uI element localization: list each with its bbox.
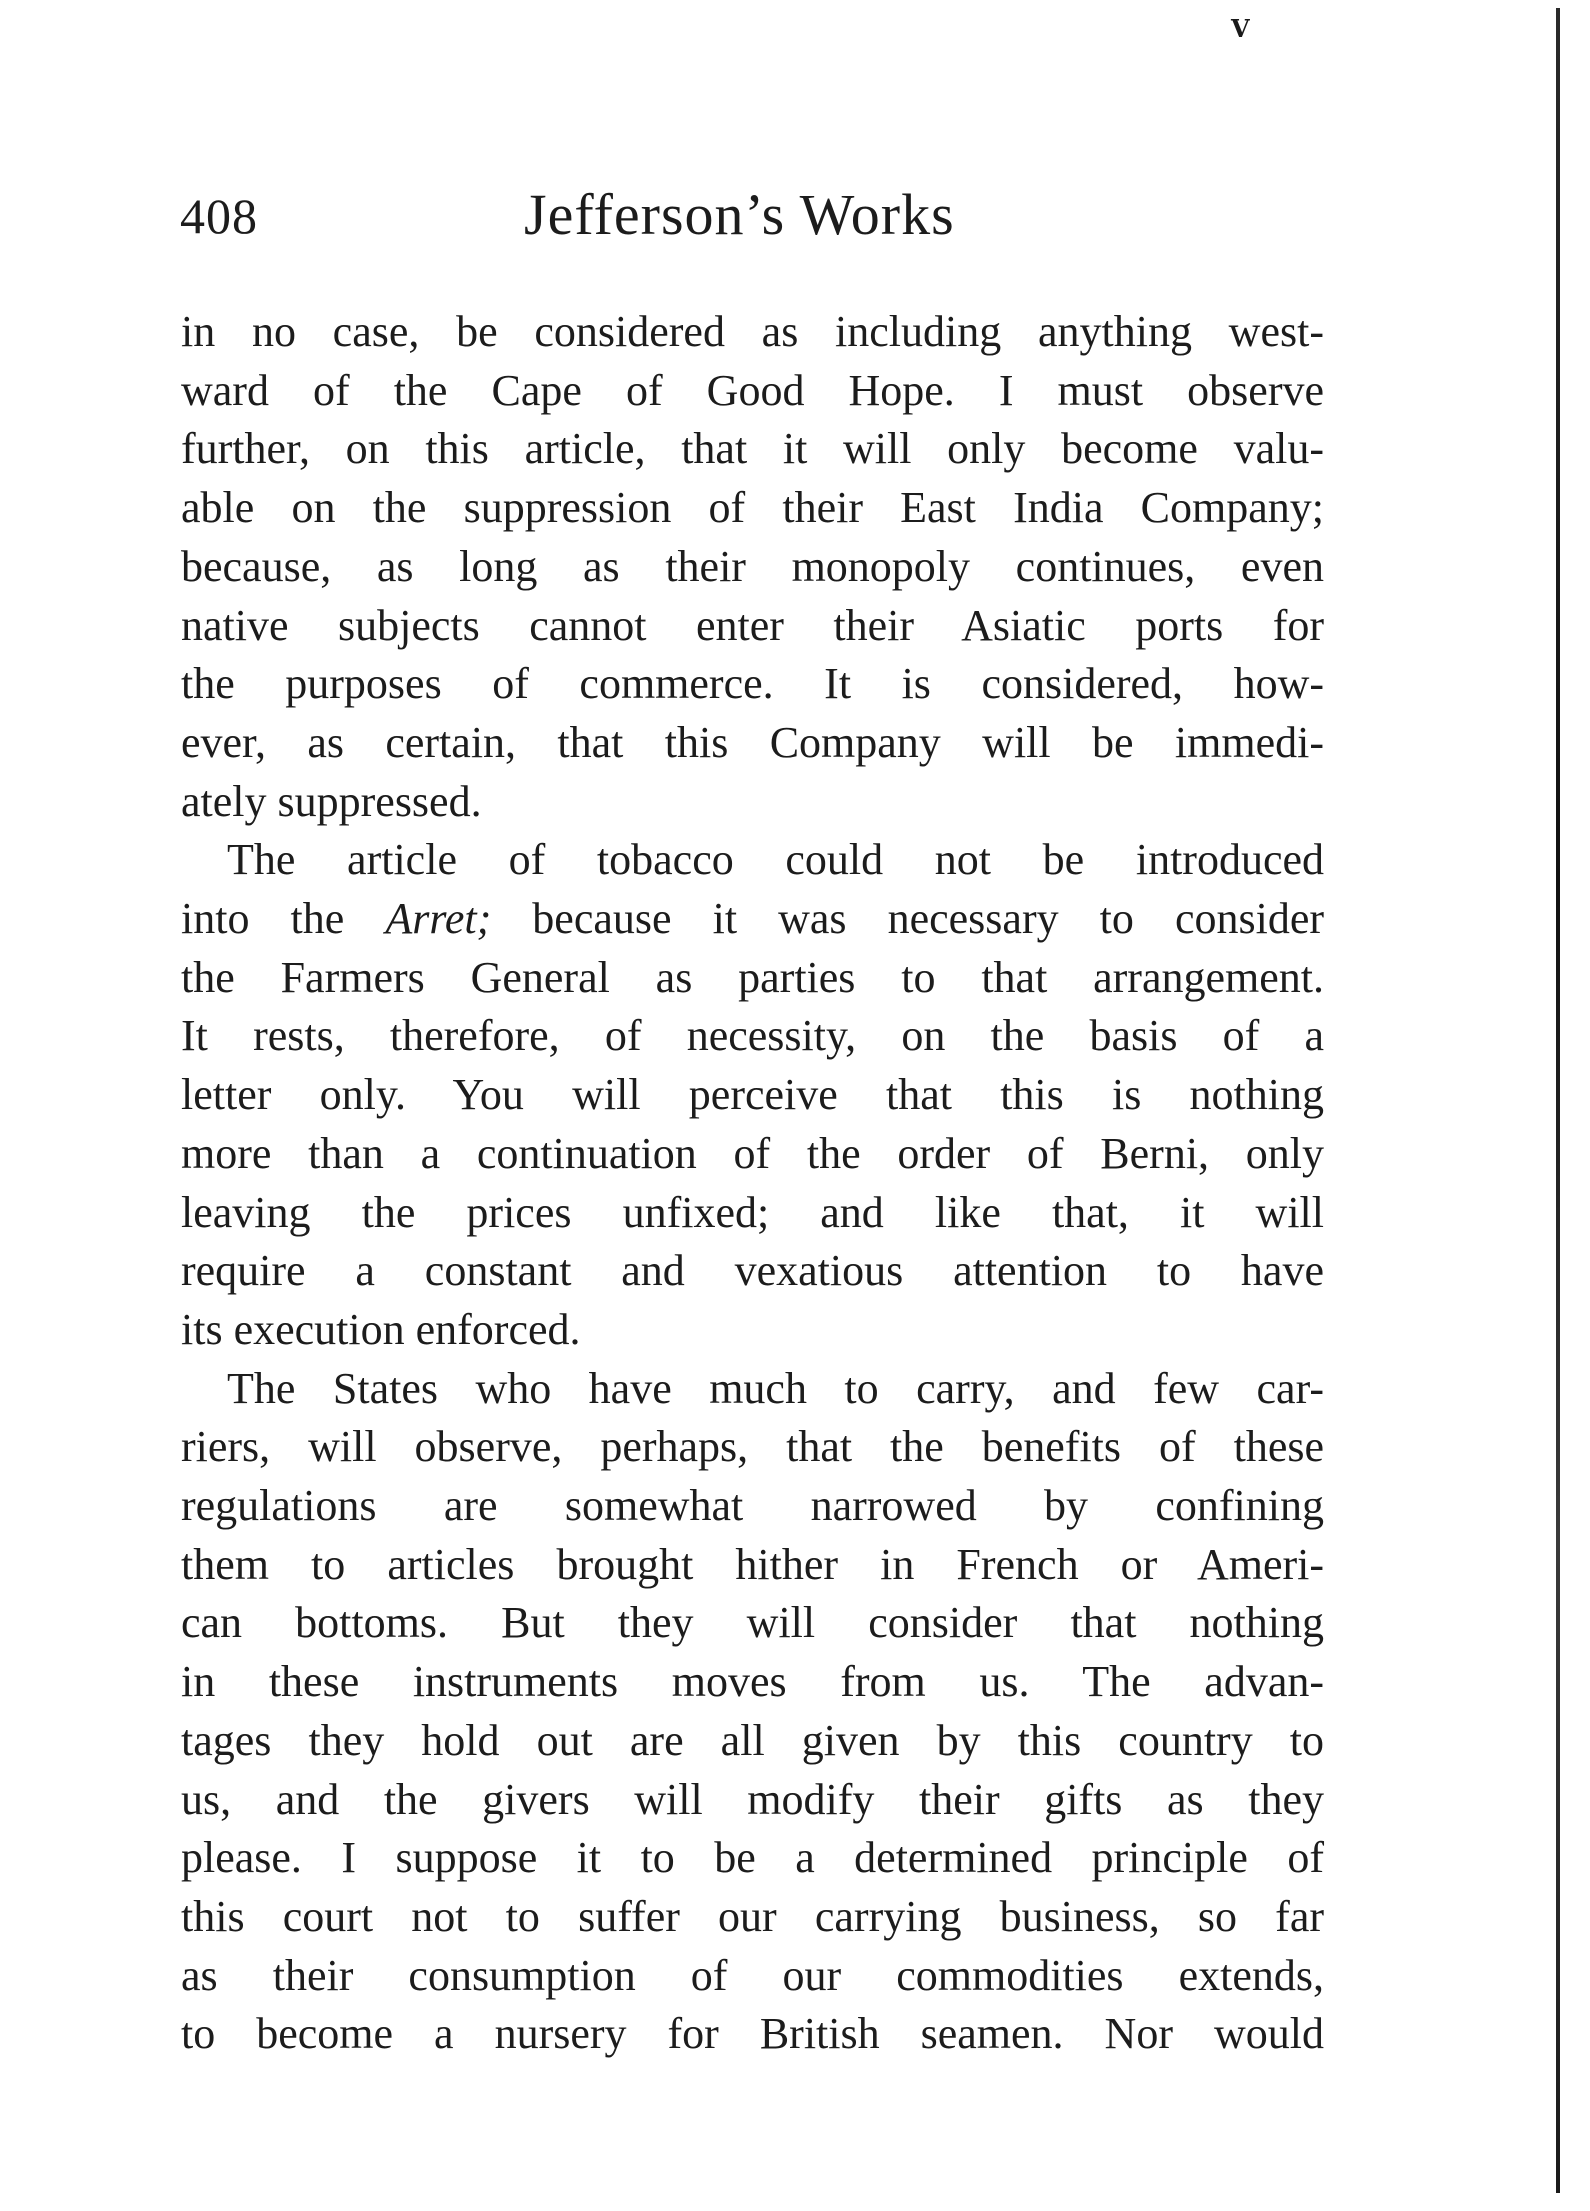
text-line: in these instruments moves from us. The advan- bbox=[181, 1657, 1324, 1707]
text-line: as their consumption of our commodities extends, bbox=[181, 1950, 1324, 2000]
text-line bbox=[181, 890, 1324, 949]
text-fragment: because it was necessary to consider bbox=[491, 894, 1325, 944]
text-line: the Farmers General as parties to that arrangement. bbox=[181, 952, 1324, 1002]
text-line: The States who have much to carry, and few car- bbox=[227, 1363, 1324, 1413]
text-line: because, as long as their monopoly continues, even bbox=[181, 541, 1324, 591]
text-line: please. I suppose it to be a determined principle of bbox=[181, 1833, 1324, 1883]
text-line: this court not to suffer our carrying business, so far bbox=[181, 1891, 1324, 1941]
text-line: regulations are somewhat narrowed by confining bbox=[181, 1481, 1324, 1531]
text-line: riers, will observe, perhaps, that the benefits of these bbox=[181, 1422, 1324, 1472]
page-edge-rule bbox=[1556, 8, 1560, 2193]
text-fragment: into the bbox=[181, 894, 386, 944]
text-line: to become a nursery for British seamen. Nor would bbox=[181, 2009, 1324, 2059]
text-line: its execution enforced. bbox=[181, 1304, 581, 1354]
text-line: tages they hold out are all given by this country to bbox=[181, 1715, 1324, 1765]
text-line: native subjects cannot enter their Asiatic ports for bbox=[181, 600, 1324, 650]
italic-word-arret: Arret; bbox=[385, 894, 492, 944]
text-line: us, and the givers will modify their gifts as they bbox=[181, 1774, 1324, 1824]
running-title: Jefferson’s Works bbox=[524, 182, 955, 247]
text-line: able on the suppression of their East India Company; bbox=[181, 483, 1324, 533]
corner-mark: V bbox=[1231, 14, 1250, 43]
text-line: The article of tobacco could not be introduced bbox=[227, 835, 1324, 885]
text-line: It rests, therefore, of necessity, on the basis of a bbox=[181, 1011, 1324, 1061]
text-line: further, on this article, that it will only become valu- bbox=[181, 424, 1324, 474]
text-line: ever, as certain, that this Company will be immedi- bbox=[181, 717, 1324, 767]
text-line: letter only. You will perceive that this is nothing bbox=[181, 1070, 1324, 1120]
text-line: ately suppressed. bbox=[181, 776, 482, 826]
text-line: them to articles brought hither in French or Ameri- bbox=[181, 1539, 1324, 1589]
text-line: more than a continuation of the order of Berni, only bbox=[181, 1128, 1324, 1178]
text-line: leaving the prices unfixed; and like that, it will bbox=[181, 1187, 1324, 1237]
text-line: the purposes of commerce. It is considered, how- bbox=[181, 659, 1324, 709]
text-line: ward of the Cape of Good Hope. I must observe bbox=[181, 365, 1324, 415]
body-text bbox=[181, 303, 1324, 2064]
text-line: require a constant and vexatious attention to have bbox=[181, 1246, 1324, 1296]
page-number: 408 bbox=[180, 188, 258, 244]
text-line: can bottoms. But they will consider that nothing bbox=[181, 1598, 1324, 1648]
text-line: in no case, be considered as including anything west- bbox=[181, 307, 1324, 356]
